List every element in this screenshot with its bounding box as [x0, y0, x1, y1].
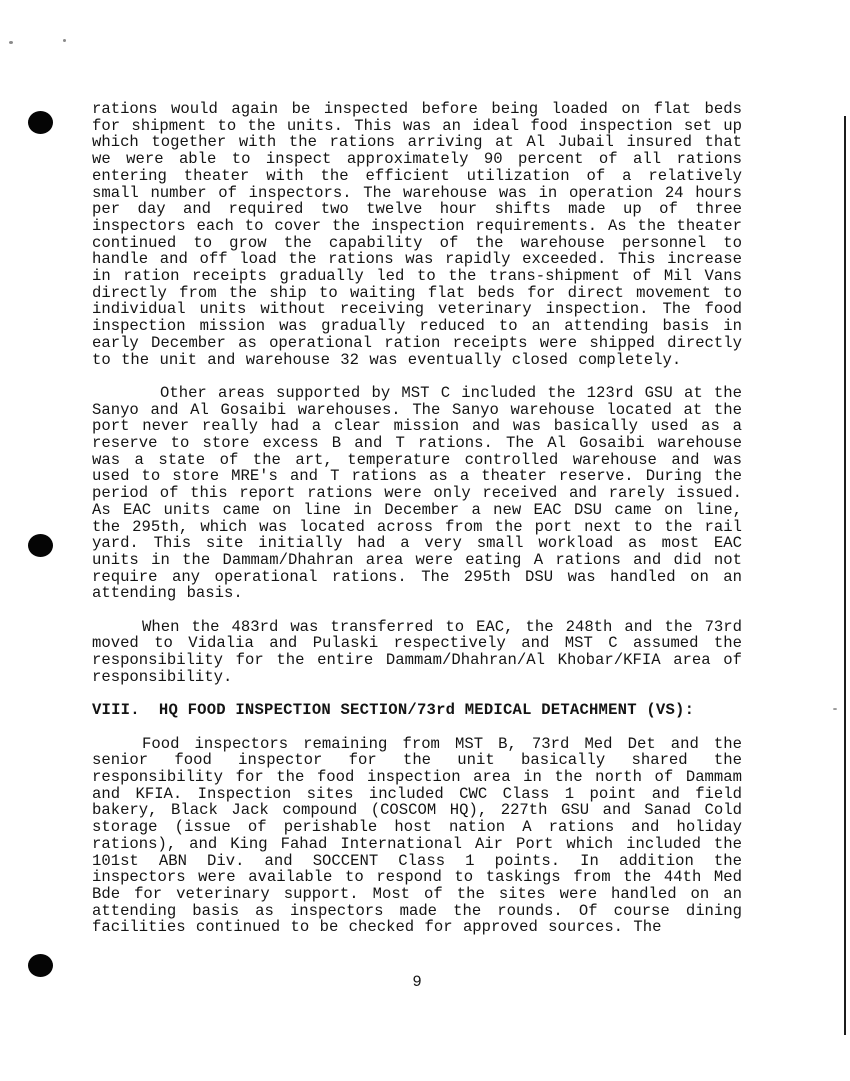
section-heading: VIII. HQ FOOD INSPECTION SECTION/73rd MEDICAL DETACHMENT (VS): — [92, 701, 695, 720]
hole-punch-top — [28, 111, 53, 134]
hole-punch-bottom — [28, 954, 53, 977]
paragraph-warehouse-inspection: rations would again be inspected before being loaded on flat beds for shipment to the units. This was an ideal food inspection set up which together with the rations arriving at Al Jubail insured that we were able to inspect approximately 90 percent of all rations entering theater with the efficient utilization of a relatively small number of inspectors. The warehouse was in operation 24 hours per day and required two twelve hour shifts made up of three inspectors each to cover the inspection requirements. As the theater continued to grow the capability of the warehouse personnel to handle and off load the rations was rapidly exceeded. This increase in ration receipts gradually led to the trans-shipment of Mil Vans directly from the ship to waiting flat beds for direct movement to individual units without receiving veterinary inspection. The food inspection mission was gradually reduced to an attending basis in early December as operational ration receipts were shipped directly to the unit and warehouse 32 was eventually closed completely. — [92, 100, 742, 369]
text-block — [92, 101, 742, 953]
scan-speck — [63, 39, 66, 42]
scan-speck — [9, 41, 13, 44]
paragraph-food-inspectors: Food inspectors remaining from MST B, 73rd Med Det and the senior food inspector for the unit basically shared the responsibility for the food inspection area in the north of Dammam and KFIA. Inspection sites included CWC Class 1 point and field bakery, Black Jack compound (COSCOM HQ), 227th GSU and Sanad Cold storage (issue of perishable host nation A rations and holiday rations), and King Fahad International Air Port which included the 101st ABN Div. and SOCCENT Class 1 points. In addition the inspectors were available to respond to taskings from the 44th Med Bde for veterinary support. Most of the sites were handled on an attending basis as inspectors made the rounds. Of course dining facilities continued to be checked for approved sources. The — [92, 734, 742, 937]
hole-punch-middle — [28, 534, 53, 557]
page-number: 9 — [412, 973, 422, 991]
paragraph-483rd-transfer: When the 483rd was transferred to EAC, the 248th and the 73rd moved to Vidalia and Pulaski respectively and MST C assumed the responsibility for the entire Dammam/Dhahran/Al Khobar/KFIA area of responsibility. — [92, 617, 742, 686]
scan-edge-line — [844, 116, 846, 1035]
paragraph-other-areas: Other areas supported by MST C included the 123rd GSU at the Sanyo and Al Gosaibi warehouses. The Sanyo warehouse located at the port never really had a clear mission and was basically used as a reserve to store excess B and T rations. The Al Gosaibi warehouse was a state of the art, temperature controlled warehouse and was used to store MRE's and T rations as a theater reserve. During the period of this report rations were only received and rarely issued. As EAC units came on line in December a new EAC DSU came on line, the 295th, which was located across from the port next to the rail yard. This site initially had a very small workload as most EAC units in the Dammam/Dhahran area were eating A rations and did not require any operational rations. The 295th DSU was handled on an attending basis. — [92, 383, 742, 603]
scan-speck — [833, 708, 837, 710]
